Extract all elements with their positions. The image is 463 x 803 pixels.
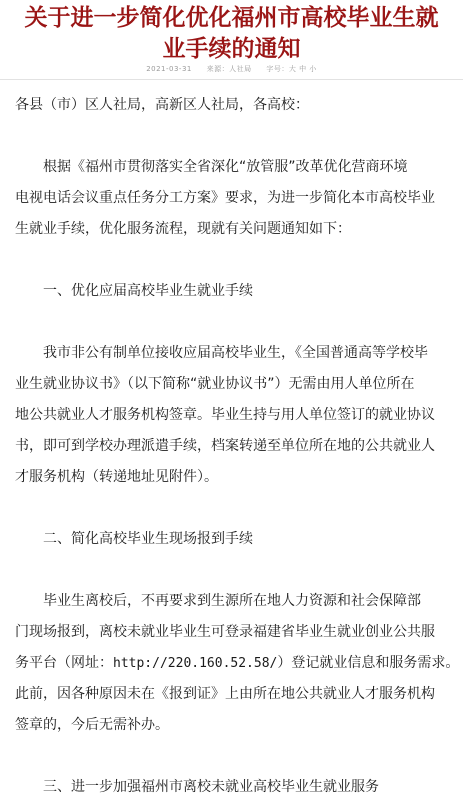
article-title-line-1: 关于进一步简化优化福州市高校毕业生就 bbox=[24, 4, 439, 31]
salutation: 各县（市）区人社局，高新区人社局，各高校： bbox=[15, 97, 309, 113]
body-text: 务平台（网址： bbox=[15, 655, 113, 671]
body-line: 电视电话会议重点任务分工方案》要求，为进一步简化本市高校毕业 bbox=[15, 190, 435, 206]
body-line: 生就业手续，优化服务流程，现就有关问题通知如下： bbox=[15, 221, 351, 237]
body-line: 才服务机构（转递地址见附件）。 bbox=[15, 469, 218, 485]
body-line: 根据《福州市贯彻落实全省深化“放管服”改革优化营商环境 bbox=[15, 159, 408, 175]
paragraph-gap bbox=[15, 245, 451, 276]
paragraph-gap bbox=[15, 493, 451, 524]
article-body bbox=[15, 90, 460, 803]
body-line-with-url bbox=[15, 648, 460, 679]
divider bbox=[0, 79, 463, 80]
article-title-line-2: 业手续的通知 bbox=[162, 35, 301, 62]
body-line: 门现场报到，离校未就业毕业生可登录福建省毕业生就业创业公共服 bbox=[15, 624, 435, 640]
body-line: 地公共就业人才服务机构签章。毕业生持与用人单位签订的就业协议 bbox=[15, 407, 435, 423]
paragraph-gap bbox=[15, 121, 451, 152]
publish-date: 2021-03-31 bbox=[146, 65, 192, 73]
paragraph-gap bbox=[15, 307, 451, 338]
body-line: 此前，因各种原因未在《报到证》上由所在地公共就业人才服务机构 bbox=[15, 686, 435, 702]
paragraph-gap bbox=[15, 555, 451, 586]
body-line: 毕业生离校后，不再要求到生源所在地人力资源和社会保障部 bbox=[15, 593, 421, 609]
font-size-selector[interactable]: 字号：大 中 小 bbox=[266, 65, 317, 73]
body-line: 业生就业协议书》（以下简称“就业协议书”）无需由用人单位所在 bbox=[15, 376, 415, 392]
article-meta bbox=[0, 64, 463, 74]
body-text: ）登记就业信息和服务需求。 bbox=[277, 655, 460, 671]
section-heading-3: 三、进一步加强福州市离校未就业高校毕业生就业服务 bbox=[15, 779, 379, 795]
body-line: 签章的，今后无需补办。 bbox=[15, 717, 169, 733]
section-heading-2: 二、简化高校毕业生现场报到手续 bbox=[15, 531, 253, 547]
paragraph-gap bbox=[15, 741, 451, 772]
section-heading-1: 一、优化应届高校毕业生就业手续 bbox=[15, 283, 253, 299]
article-source: 来源：人社局 bbox=[206, 65, 252, 73]
service-platform-link[interactable]: http://220.160.52.58/ bbox=[113, 656, 278, 671]
body-line: 我市非公有制单位接收应届高校毕业生，《全国普通高等学校毕 bbox=[15, 345, 428, 361]
body-line: 书，即可到学校办理派遣手续，档案转递至单位所在地的公共就业人 bbox=[15, 438, 435, 454]
